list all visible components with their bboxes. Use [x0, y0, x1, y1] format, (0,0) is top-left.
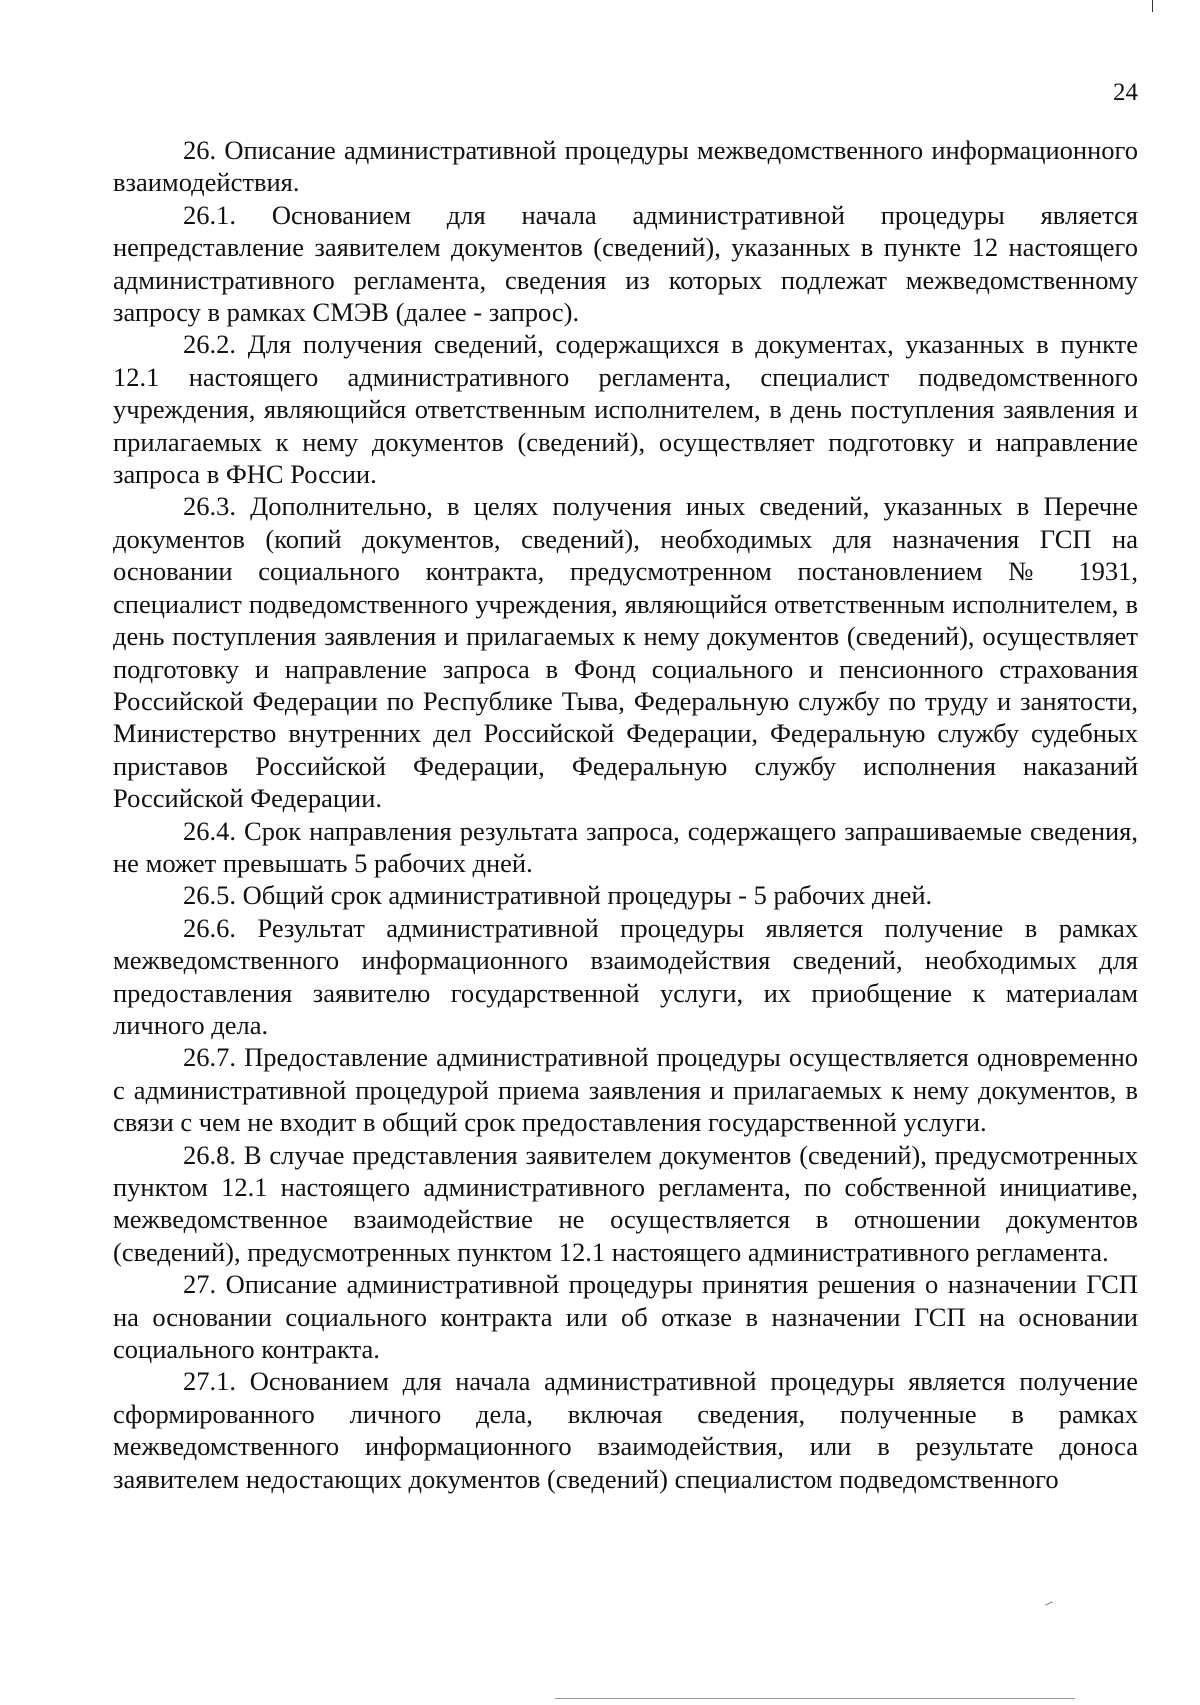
paragraph-26-1: 26.1. Основанием для начала административной процедуры является непредставление заявителем документов (сведений), указанных в пункте 12 настоящего административного регламента, сведения из которых подлежат межведомственному запросу в рамках СМЭВ (далее - запрос).: [113, 199, 1138, 328]
document-body: [113, 134, 1138, 1495]
paragraph-26-7: 26.7. Предоставление административной процедуры осуществляется одновременно с административной процедурой приема заявления и прилагаемых к нему документов, в связи с чем не входит в общий срок предоставления государственной услуги.: [113, 1042, 1138, 1138]
paragraph-26-5: 26.5. Общий срок административной процедуры - 5 рабочих дней.: [183, 880, 933, 911]
scan-edge-mark: [1152, 0, 1153, 12]
paragraph-27: 27. Описание административной процедуры принятия решения о назначении ГСП на основании социального контракта или об отказе в назначении ГСП на основании социального контракта.: [113, 1269, 1138, 1365]
page-number: 24: [1113, 79, 1138, 106]
paragraph-26: 26. Описание административной процедуры межведомственного информационного взаимодействия.: [113, 135, 1138, 198]
paragraph-26-3: 26.3. Дополнительно, в целях получения иных сведений, указанных в Перечне документов (копий документов, сведений), необходимых для назначения ГСП на основании социального контракта, предусмотренном постановлением № 1931, специалист подведомственного учреждения, являющийся ответственным исполнителем, в день поступления заявления и прилагаемых к нему документов (сведений), осуществляет подготовку и направление запроса в Фонд социального и пенсионного страхования Российской Федерации по Республике Тыва, Федеральную службу по труду и занятости, Министерство внутренних дел Российской Федерации, Федеральную службу судебных приставов Российской Федерации, Федеральную службу исполнения наказаний Российской Федерации.: [113, 491, 1138, 814]
paragraph-26-6: 26.6. Результат административной процедуры является получение в рамках межведомственного информационного взаимодействия сведений, необходимых для предоставления заявителю государственной услуги, их приобщение к материалам личного дела.: [113, 912, 1138, 1040]
paragraph-26-8: 26.8. В случае представления заявителем документов (сведений), предусмотренных пунктом 12.1 настоящего административного регламента, по собственной инициативе, межведомственное взаимодействие не осуществляется в отношении документов (сведений), предусмотренных пунктом 12.1 настоящего административного регламента.: [113, 1139, 1138, 1267]
scan-bottom-line: [555, 1698, 1075, 1699]
paragraph-27-1: 27.1. Основанием для начала административной процедуры является получение сформированного личного дела, включая сведения, полученные в рамках межведомственного информационного взаимодействия, или в результате доноса заявителем недостающих документов (сведений) специалистом подведомственного: [113, 1366, 1138, 1494]
paragraph-26-4: 26.4. Срок направления результата запроса, содержащего запрашиваемые сведения, не может превышать 5 рабочих дней.: [113, 815, 1138, 878]
paragraph-26-2: 26.2. Для получения сведений, содержащихся в документах, указанных в пункте 12.1 настоящего административного регламента, специалист подведомственного учреждения, являющийся ответственным исполнителем, в день поступления заявления и прилагаемых к нему документов (сведений), осуществляет подготовку и направление запроса в ФНС России.: [113, 329, 1138, 490]
scan-dash-mark: [1045, 1601, 1053, 1605]
